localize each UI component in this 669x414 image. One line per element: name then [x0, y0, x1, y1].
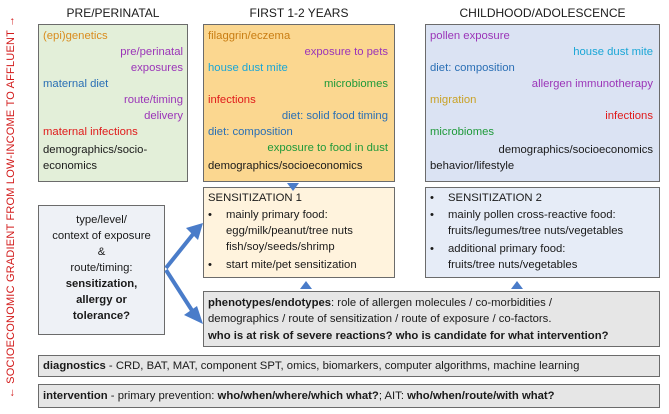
phenotypes-line2: demographics / route of sensitization / route of exposure / co-factors. — [208, 313, 552, 325]
sensitization2-box — [425, 187, 660, 278]
first-line-filaggrin: filaggrin/eczema — [208, 30, 291, 42]
phenotypes-box — [203, 291, 660, 347]
sens2-bullet2-line: fruits/tree nuts/vegetables — [448, 259, 578, 271]
pre-header: PRE/PERINATAL — [66, 6, 160, 20]
first-line-diet-composition: diet: composition — [208, 126, 293, 138]
first-line-microbiomes: microbiomes — [323, 78, 388, 90]
diagnostics-text — [43, 359, 579, 373]
child-line-dust-mite: house dust mite — [573, 46, 653, 58]
first-line-pets: exposure to pets — [304, 46, 388, 58]
child-line-infections: infections — [605, 110, 653, 122]
child-line-immunotherapy: allergen immunotherapy — [531, 78, 653, 90]
pre-line-perinatal: pre/perinatal — [120, 46, 183, 58]
diagnostics-box — [38, 355, 660, 377]
first-line-infections: infections — [208, 94, 256, 106]
pre-line-delivery: delivery — [144, 110, 183, 122]
sens2-bullet2-dot: • — [430, 243, 434, 255]
exposure-line-context: context of exposure — [52, 230, 151, 242]
intervention-lead: intervention — [43, 390, 108, 402]
phenotypes-line3: who is at risk of severe reactions? who is candidate for what intervention? — [208, 330, 609, 342]
first-line-food-in-dust: exposure to food in dust — [267, 142, 388, 154]
pre-line-route-timing: route/timing — [123, 94, 183, 106]
sens1-bullet1-line1: egg/milk/peanut/tree nuts — [226, 225, 353, 237]
child-line-microbiomes: microbiomes — [430, 126, 495, 138]
sens2-title: SENSITIZATION 2 — [448, 192, 542, 204]
exposure-line-tolerance: tolerance? — [72, 310, 131, 322]
pre-line-demographics: demographics/socio- — [43, 144, 148, 156]
sens2-bullet1-line: fruits/legumes/tree nuts/vegetables — [448, 225, 624, 237]
exposure-line-allergy: allergy or — [76, 294, 127, 306]
first-line-demographics: demographics/socioeconomics — [208, 160, 363, 172]
sens2-bullet2: additional primary food: — [448, 243, 566, 255]
pre-line-economics: economics — [43, 160, 97, 172]
exposure-line-route: route/timing: — [70, 262, 133, 274]
diagnostics-lead: diagnostics — [43, 360, 106, 372]
child-line-migration: migration — [430, 94, 477, 106]
pre-line-maternal-infections: maternal infections — [43, 126, 138, 138]
intervention-bold1: who/when/where/which what? — [217, 390, 379, 402]
pre-line-epigenetics: (epi)genetics — [43, 30, 108, 42]
sens1-bullet1: mainly primary food: — [226, 209, 328, 221]
child-line-pollen: pollen exposure — [430, 30, 510, 42]
sens1-bullet2: start mite/pet sensitization — [226, 259, 357, 271]
child-line-diet: diet: composition — [430, 62, 515, 74]
intervention-bold2: who/when/route/with what? — [407, 390, 555, 402]
phenotypes-line1 — [208, 296, 552, 310]
exposure-line-type: type/level/ — [76, 214, 127, 226]
child-line-demographics: demographics/socioeconomics — [498, 144, 653, 156]
sens2-bullet1: mainly pollen cross-reactive food: — [448, 209, 616, 221]
diagnostics-rest: - CRD, BAT, MAT, component SPT, omics, biomarkers, computer algorithms, machine learning — [105, 360, 580, 372]
sens1-bullet2-dot: • — [208, 259, 212, 271]
first-line-solid-food: diet: solid food timing — [281, 110, 388, 122]
first-line-dust-mite: house dust mite — [208, 62, 288, 74]
exposure-line-sensitization: sensitization, — [65, 278, 138, 290]
sens2-title-dot: • — [430, 192, 434, 204]
exposure-line-amp: & — [97, 246, 106, 258]
sens1-bullet1-line2: fish/soy/seeds/shrimp — [226, 241, 335, 253]
phenotypes-rest: : role of allergen molecules / co-morbidities / — [331, 297, 553, 309]
first-header: FIRST 1-2 YEARS — [249, 6, 349, 20]
pre-line-maternal-diet: maternal diet — [43, 78, 109, 90]
pre-line-exposures: exposures — [130, 62, 183, 74]
intervention-box — [38, 384, 660, 408]
child-header: CHILDHOOD/ADOLESCENCE — [459, 6, 626, 20]
phenotypes-lead: phenotypes/endotypes — [208, 297, 332, 309]
intervention-mid2: ; AIT: — [378, 390, 408, 402]
intervention-text — [43, 389, 555, 403]
intervention-mid: - primary prevention: — [107, 390, 218, 402]
sensitization1-box — [203, 187, 395, 278]
sens1-bullet1-dot: • — [208, 209, 212, 221]
sens2-bullet1-dot: • — [430, 209, 434, 221]
sens1-title: SENSITIZATION 1 — [208, 192, 302, 204]
side-label-text: ← SOCIOECONOMIC GRADIENT FROM LOW-INCOME TO AFFLUENT → — [5, 15, 17, 399]
child-line-behavior: behavior/lifestyle — [430, 160, 515, 172]
